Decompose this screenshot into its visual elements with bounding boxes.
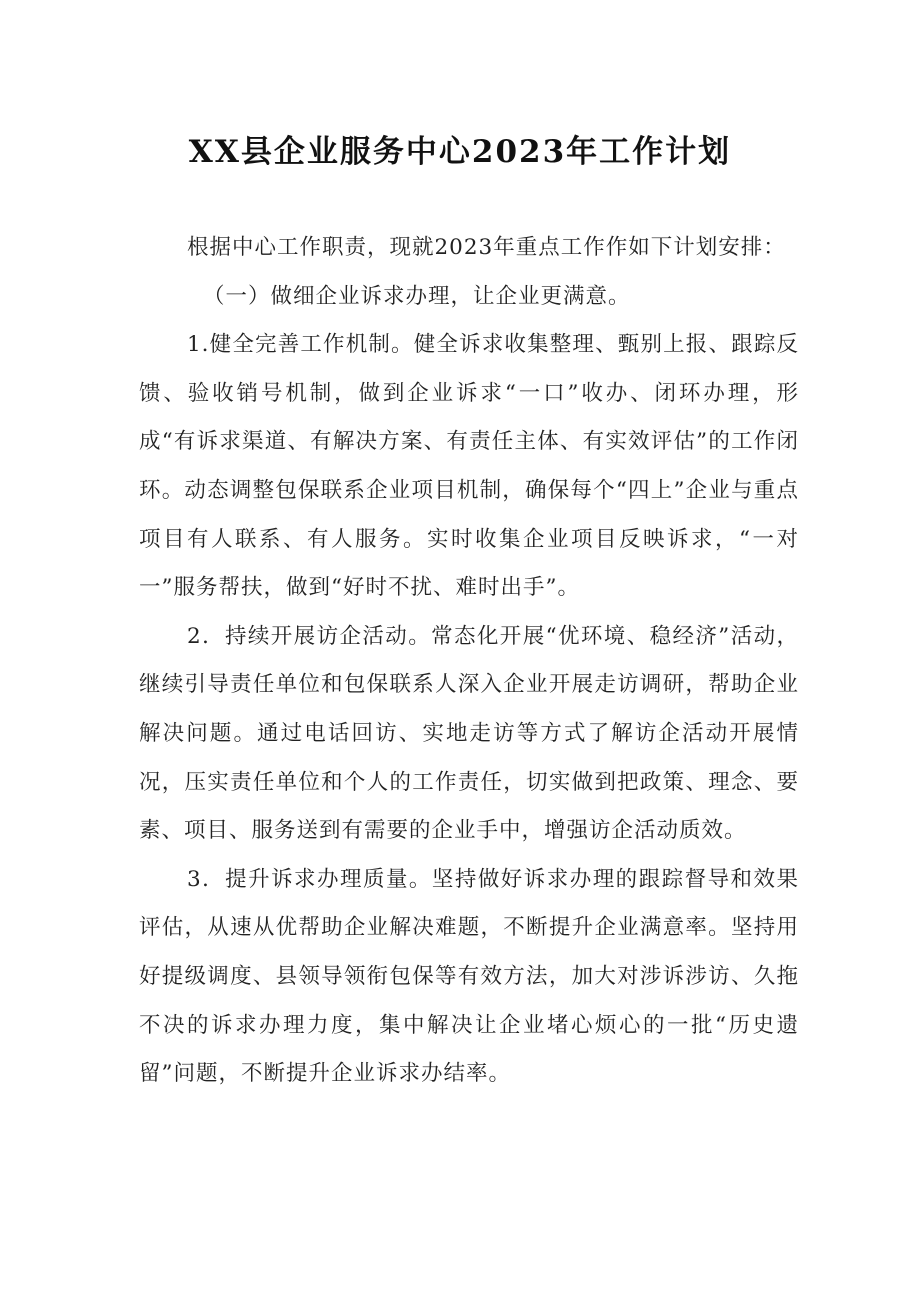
item-paragraph-1: 1.健全完善工作机制。健全诉求收集整理、甄别上报、跟踪反馈、验收销号机制，做到企业诉求“一口”收办、闭环办理，形成“有诉求渠道、有解决方案、有责任主体、有实效评估”的工作闭环。动态调整包保联系企业项目机制，确保每个“四上”企业与重点项目有人联系、有人服务。实时收集企业项目反映诉求，“一对一”服务帮扶，做到“好时不扰、难时出手”。 — [139, 332, 799, 601]
document-title: XX县企业服务中心2023年工作计划 — [188, 134, 732, 170]
section-heading-1: （一）做细企业诉求办理，让企业更满意。 — [203, 283, 631, 309]
document-body — [139, 224, 799, 1099]
intro-paragraph: 根据中心工作职责，现就2023年重点工作作如下计划安排： — [187, 235, 786, 260]
item-paragraph-2: 2．持续开展访企活动。常态化开展“优环境、稳经济”活动，继续引导责任单位和包保联系人深入企业开展走访调研，帮助企业解决问题。通过电话回访、实地走访等方式了解访企活动开展情况，压实责任单位和个人的工作责任，切实做到把政策、理念、要素、项目、服务送到有需要的企业手中，增强访企活动质效。 — [139, 623, 799, 844]
item-paragraph-3: 3．提升诉求办理质量。坚持做好诉求办理的跟踪督导和效果评估，从速从优帮助企业解决难题，不断提升企业满意率。坚持用好提级调度、县领导领衔包保等有效方法，加大对涉诉涉访、久拖不决的诉求办理力度，集中解决让企业堵心烦心的一批“历史遗留”问题，不断提升企业诉求办结率。 — [139, 866, 799, 1087]
